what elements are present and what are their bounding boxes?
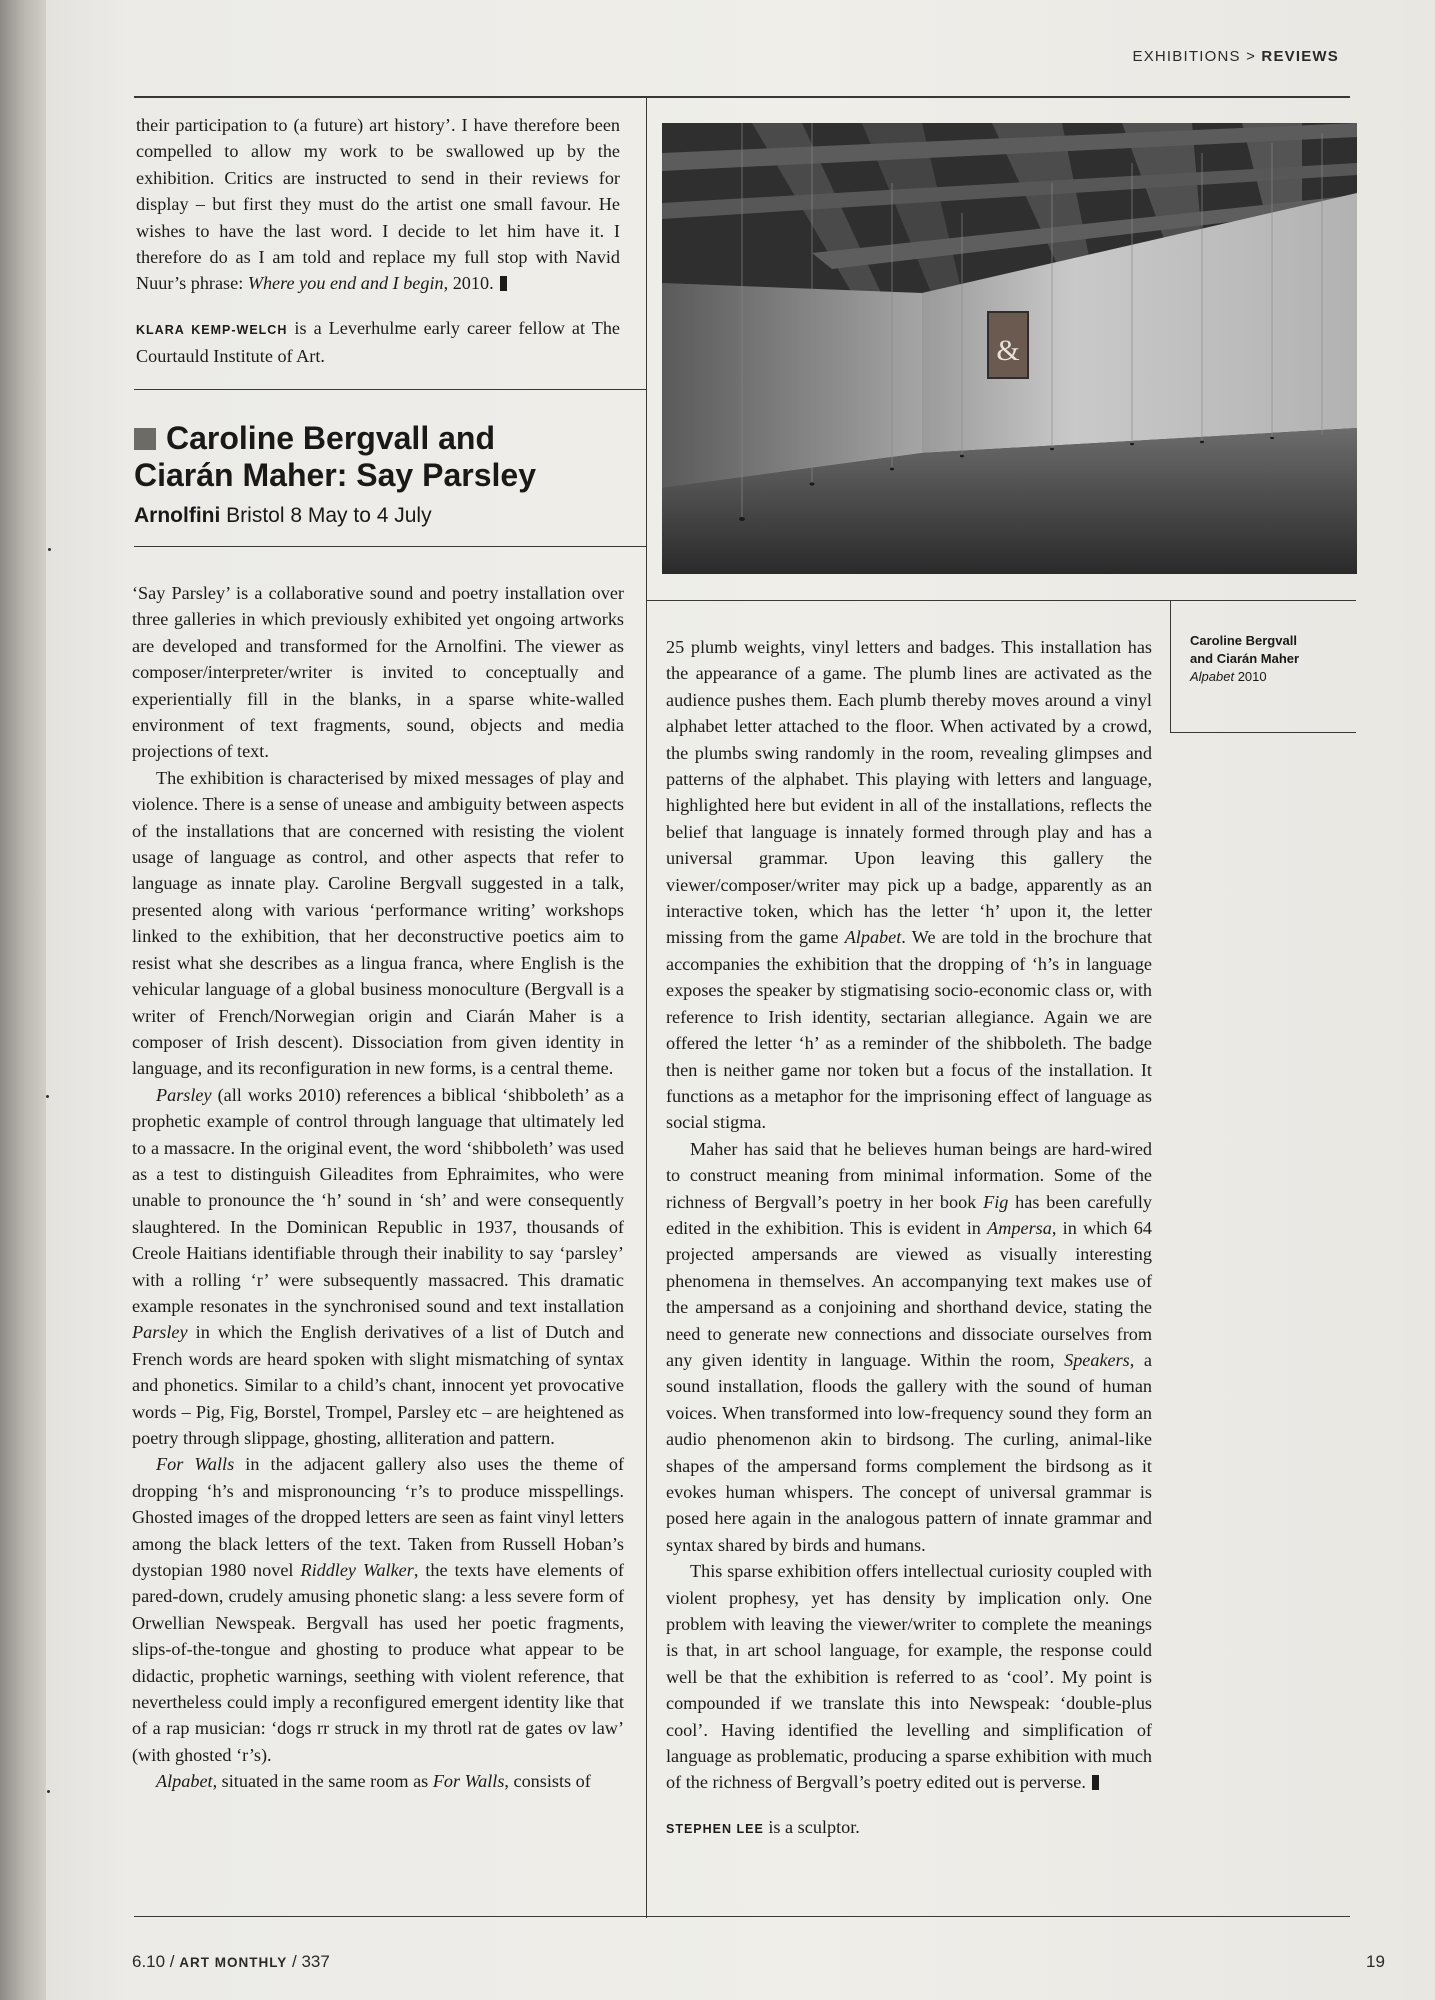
review-venue: Arnolfini Bristol 8 May to 4 July: [134, 504, 432, 527]
paragraph: Alpabet, situated in the same room as For Walls, consists of: [156, 1771, 591, 1792]
review-column-2: [666, 634, 1152, 1842]
header-subsection: REVIEWS: [1261, 48, 1339, 65]
bottom-rule: [134, 1916, 1350, 1917]
byline-author: KLARA KEMP-WELCH: [136, 322, 288, 337]
caption-artists-line1: Caroline Bergvall: [1190, 633, 1297, 648]
quote: Where you end and I begin: [247, 273, 444, 294]
title-square-icon: [134, 428, 156, 450]
caption-box-left-rule: [1170, 600, 1171, 733]
title-bottom-rule: [134, 546, 646, 547]
footer-magazine: ART MONTHLY: [179, 1955, 288, 1970]
paragraph: Parsley (all works 2010) references a biblical ‘shibboleth’ as a prophetic example of control through language that ultimately led to a massacre. In the original event, the word ‘shibboleth’ was used as a test to distinguish Gileadites from Ephraimites, who were unable to pronounce the ‘h’ sound in ‘sh’ and were consequently slaughtered. In the Dominican Republic in 1937, thousands of Creole Haitians identifiable through their inability to say ‘parsley’ with a rolling ‘r’ were subsequently massacred. This dramatic example resonates in the synchronised sound and text installation Parsley in which the English derivatives of a list of Dutch and French words are heard spoken with slight mismatching of syntax and phonetics. Similar to a child’s chant, innocent yet provocative words – Pig, Fig, Borstel, Trompel, Parsley etc – are heightened as poetry through slippage, ghosting, alliteration and pattern.: [132, 1084, 624, 1448]
column-divider: [646, 96, 647, 1918]
photo-caption: [1190, 632, 1340, 686]
running-header: [1132, 48, 1339, 65]
paragraph: Maher has said that he believes human beings are hard-wired to construct meaning from minimal information. Some of the richness of Bergvall’s poetry in her book Fig has been carefully edited in the exhibition. This is evident in Ampersa, in which 64 projected ampersands are viewed as visually interesting phenomena in themselves. An accompanying text makes use of the ampersand as a conjoining and shorthand device, stating the need to generate new connections and dissociate ourselves from any given identity in language. Within the room, Speakers, a sound installation, floods the gallery with the sound of human voices. When transformed into low-frequency sound they form an audio phenomenon akin to birdsong. The curling, animal-like shapes of the ampersand forms complement the birdsong as it evokes human whispers. The concept of universal grammar is posed here again in the analogous pattern of innate grammar and syntax shared by birds and humans.: [666, 1138, 1153, 1555]
review-column-1: [132, 580, 624, 1795]
review-separator-rule: [134, 389, 646, 390]
review-byline: STEPHEN LEE is a sculptor.: [666, 1816, 860, 1837]
review-title: Caroline Bergvall and Ciarán Maher: Say Parsley: [134, 420, 536, 493]
end-mark: [500, 276, 507, 291]
caption-artists-line2: and Ciarán Maher: [1190, 651, 1300, 666]
paragraph: ‘Say Parsley’ is a collaborative sound and poetry installation over three galleries in which previously exhibited yet ongoing artworks are developed and transformed for the Arnolfini. The viewer as composer/interpreter/writer is invited to conceptually and experientially fill in the blanks, in a sparse white-walled environment of text fragments, sound, objects and media projections of text.: [132, 583, 624, 762]
paragraph: 25 plumb weights, vinyl letters and badges. This installation has the appearance of a game. The plumb lines are activated as the audience pushes them. Each plumb thereby moves around a vinyl alphabet letter attached to the floor. When activated by a crowd, the plumbs swing randomly in the room, revealing glimpses and patterns of the alphabet. This playing with letters and language, highlighted here but evident in all of the installations, reflects the belief that language is innately formed through play and has a universal grammar. Upon leaving this gallery the viewer/composer/writer may pick up a badge, apparently as an interactive token, which has the letter ‘h’ upon it, the letter missing from the game Alpabet. We are told in the brochure that accompanies the exhibition that the dropping of ‘h’s in language exposes the speaker by stigmatising socio-economic class or, with reference to Irish identity, sectarian allegiance. Again we are offered the letter ‘h’ as a reminder of the shibboleth. The badge then is neither game nor token but a focus of the installation. It functions as a metaphor for the imprisoning effect of language as social stigma.: [666, 637, 1152, 1133]
end-mark: [1092, 1775, 1099, 1790]
caption-top-rule: [646, 600, 1356, 601]
footer-issue: 6.10 / ART MONTHLY / 337: [132, 1952, 330, 1971]
paragraph: The exhibition is characterised by mixed messages of play and violence. There is a sense of unease and ambiguity between aspects of the installations that are concerned with resisting the violent usage of language as control, and other aspects that refer to language as innate play. Caroline Bergvall suggested in a talk, presented along with various ‘performance writing’ workshops linked to the exhibition, that her deconstructive poetics aim to resist what she describes as a lingua franca, where English is the vehicular language of a global business monoculture (Bergvall is a writer of French/Norwegian origin and Ciarán Maher is a composer of Irish descent). Dissociation from given identity in language, and its reconfiguration in new forms, is a central theme.: [132, 767, 624, 1079]
previous-review-ending: [136, 112, 620, 370]
top-rule: [134, 96, 1350, 98]
previous-review-paragraph: their participation to (a future) art history’. I have therefore been compelled to allow my work to be swallowed up by the exhibition. Critics are instructed to send in their reviews for display – but first they must do the artist one small favour. He wishes to have the last word. I decide to let him have it. I therefore do as I am told and replace my full stop with Navid Nuur’s phrase: Where you end and I begin, 2010.: [136, 115, 620, 294]
header-separator: >: [1246, 48, 1257, 65]
caption-box-bottom-rule: [1170, 732, 1356, 733]
magazine-spine: [0, 0, 52, 2000]
venue-name: Arnolfini: [134, 504, 221, 527]
paragraph: For Walls in the adjacent gallery also uses the theme of dropping ‘h’s and mispronouncing ‘r’s to produce misspellings. Ghosted images of the dropped letters are seen as faint vinyl letters among the black letters of the text. Taken from Russell Hoban’s dystopian 1980 novel Riddley Walker, the texts have elements of pared-down, crudely amusing phonetic slang: a less severe form of Orwellian Newspeak. Bergvall has used her poetic fragments, slips-of-the-tongue and ghosting to produce what appear to be didactic, prophetic warnings, seething with violent reference, that nevertheless could imply a reconfigured emergent identity like that of a rap musician: ‘dogs rr struck in my throtl rat de gates ov law’ (with ghosted ‘r’s).: [132, 1454, 624, 1765]
byline-author: STEPHEN LEE: [666, 1821, 764, 1836]
page-number: 19: [1366, 1952, 1385, 1971]
previous-review-byline: KLARA KEMP-WELCH is a Leverhulme early career fellow at The Courtauld Institute of Art.: [136, 317, 621, 367]
installation-photo: [662, 123, 1357, 574]
header-section: EXHIBITIONS: [1132, 48, 1241, 65]
paragraph: This sparse exhibition offers intellectual curiosity coupled with violent prophesy, yet has density by implication only. One problem with leaving the viewer/writer to complete the meanings is that, in art school language, for example, the response could well be that the exhibition is referred to as ‘cool’. My point is compounded if we translate this into Newspeak: ‘double-plus cool’. Having identified the levelling and simplification of language as problematic, producing a sparse exhibition with much of the richness of Bergvall’s poetry edited out is perverse.: [666, 1561, 1152, 1793]
caption-work: Alpabet 2010: [1190, 669, 1267, 684]
ampersand-projection: &: [996, 334, 1020, 367]
